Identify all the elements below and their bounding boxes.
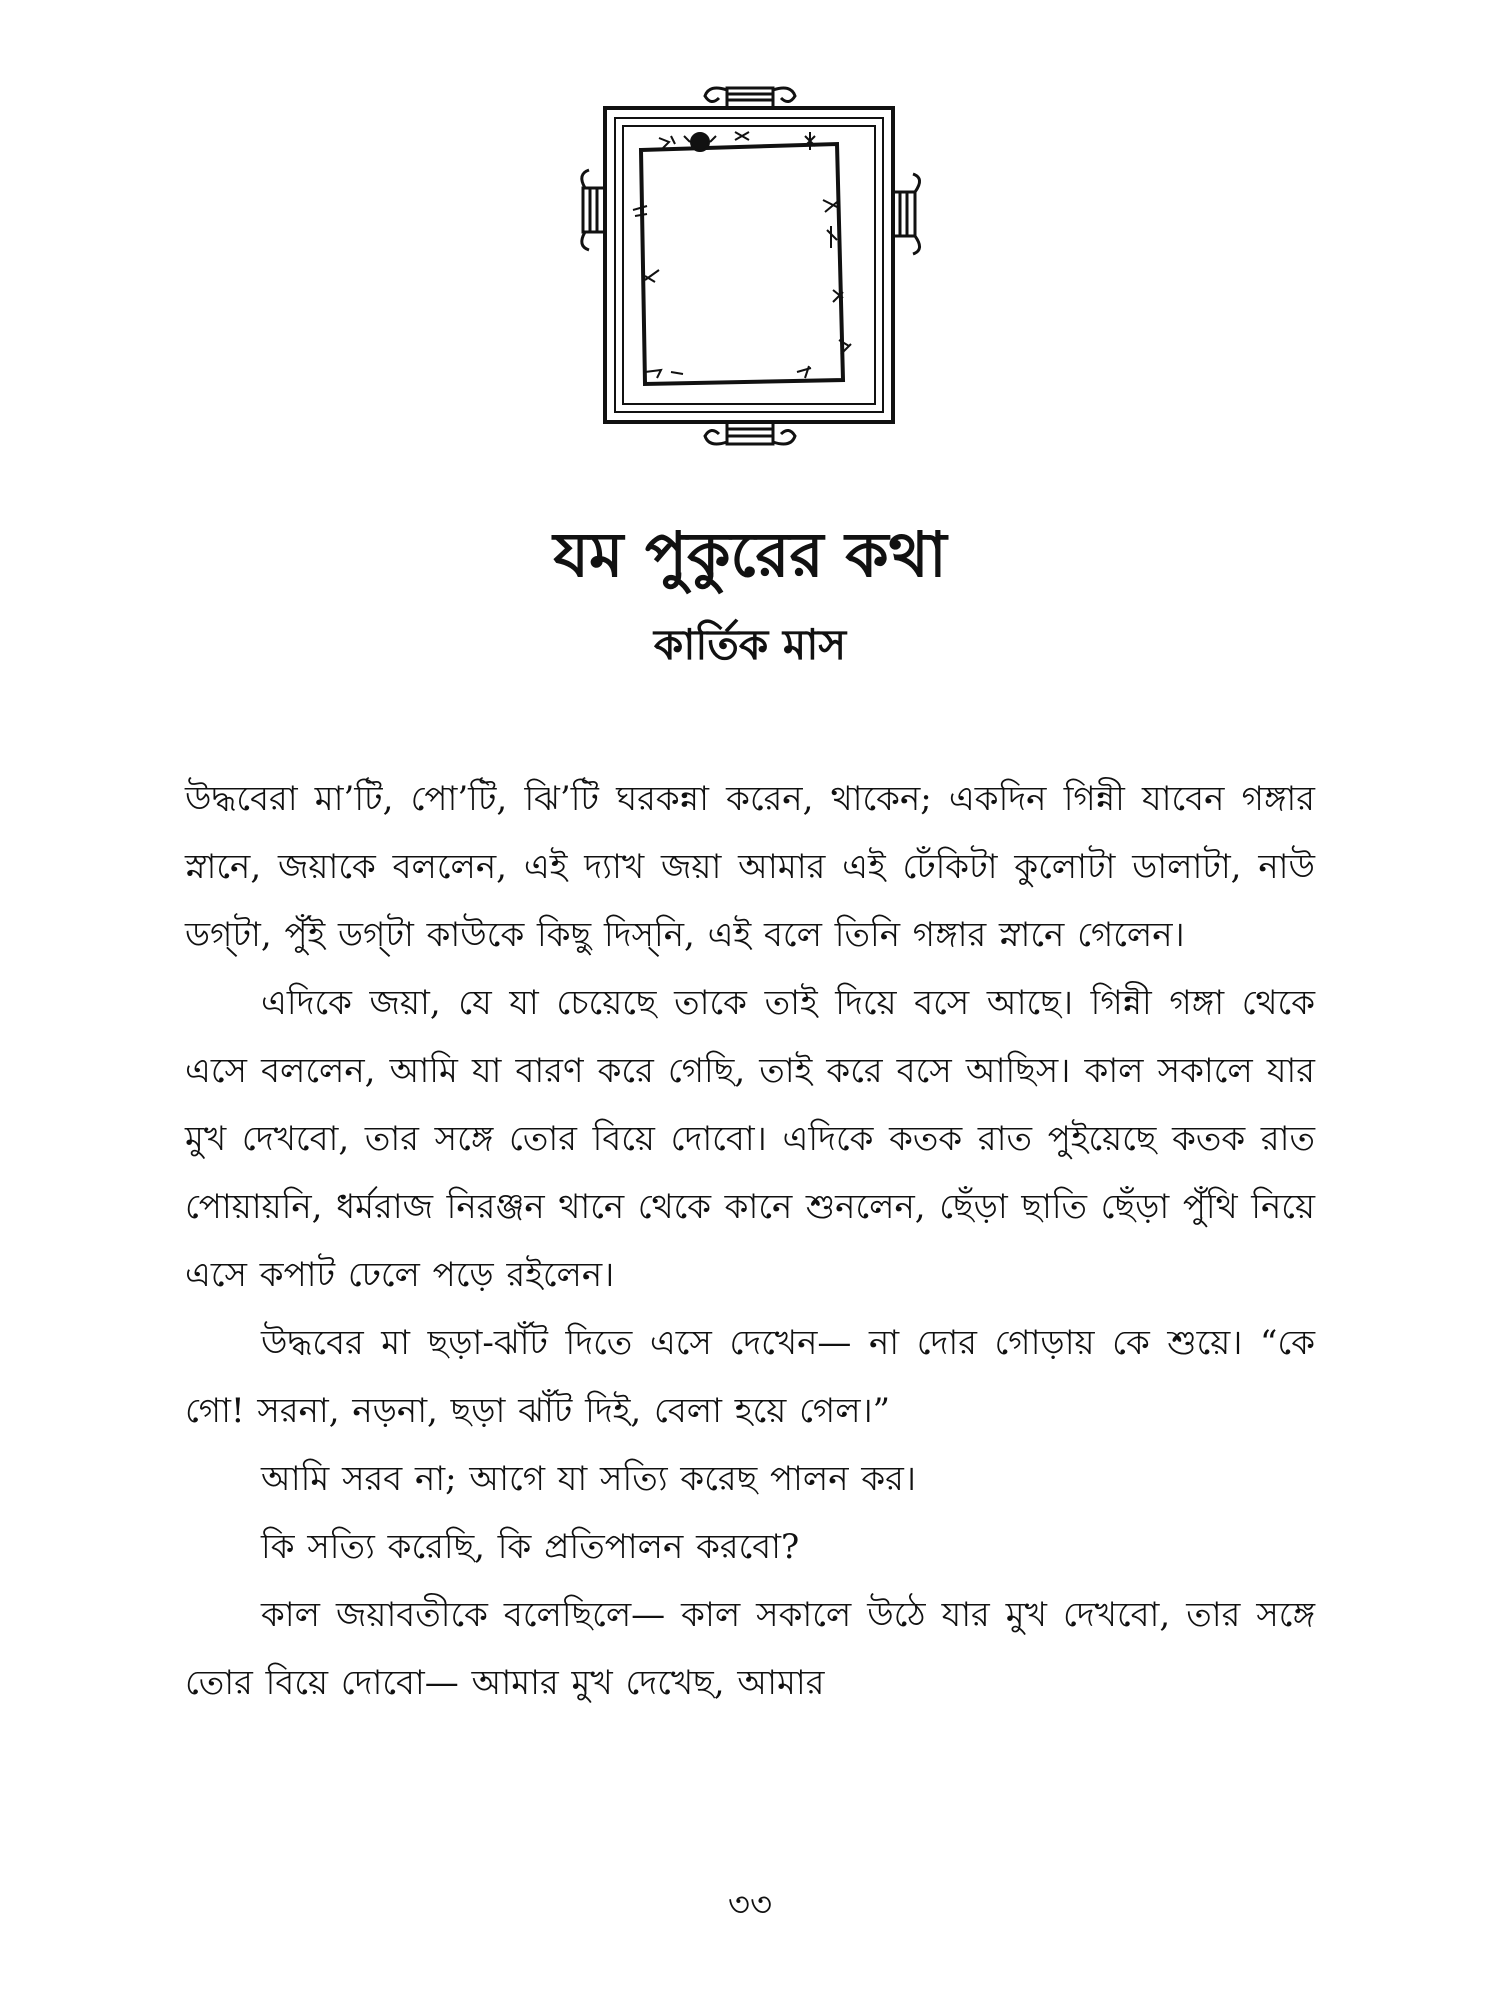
paragraph: আমি সরব না; আগে যা সত্যি করেছ পালন কর। [261,1459,916,1499]
right-steps-icon [893,174,920,254]
page-title: যম পুকুরের কথা [553,518,947,591]
page-subtitle: কার্তিক মাস [653,620,847,669]
paragraph: কি সত্যি করেছি, কি প্রতিপালন করবো? [261,1527,800,1567]
paragraph: উদ্ধবের মা ছড়া-ঝাঁট দিতে এসে দেখেন— না দোর গোড়ায় কে শুয়ে। “কে গো! সরনা, নড়না, ছড়া ঝাঁট দিই, বেলা হয়ে গেল।” [185,1323,1315,1431]
left-steps-icon [582,170,605,250]
alpona-pond-illustration [575,80,925,470]
paragraph: এদিকে জয়া, যে যা চেয়েছে তাকে তাই দিয়ে বসে আছে। গিন্নী গঙ্গা থেকে এসে বললেন, আমি যা বারণ করে গেছি, তাই করে বসে আছিস। কাল সকালে যার মুখ দেখবো, তার সঙ্গে তোর বিয়ে দোবো। এদিকে কতক রাত পুইয়েছে কতক রাত পোয়ায়নি, ধর্মরাজ নিরঞ্জন থানে থেকে কানে শুনলেন, ছেঁড়া ছাতি ছেঁড়া পুঁথি নিয়ে এসে কপাট ঢেলে পড়ে রইলেন। [185,983,1315,1295]
bottom-steps-icon [705,422,795,444]
paragraph: উদ্ধবেরা মা’টি, পো’টি, ঝি’টি ঘরকন্না করেন, থাকেন; একদিন গিন্নী যাবেন গঙ্গার স্নানে, জয়াকে বললেন, এই দ্যাখ জয়া আমার এই ঢেঁকিটা কুলোটা ডালাটা, নাউ ডগ্‌টা, পুঁই ডগ্‌টা কাউকে কিছু দিস্‌নি, এই বলে তিনি গঙ্গার স্নানে গেলেন। [185,779,1315,955]
top-steps-icon [705,88,795,108]
alpona-marks-icon [633,132,851,378]
paragraph: কাল জয়াবতীকে বলেছিলে— কাল সকালে উঠে যার মুখ দেখবো, তার সঙ্গে তোর বিয়ে দোবো— আমার মুখ দেখেছ, আমার [185,1595,1315,1703]
page-number: ৩৩ [727,1885,773,1925]
story-body [185,765,1315,1717]
